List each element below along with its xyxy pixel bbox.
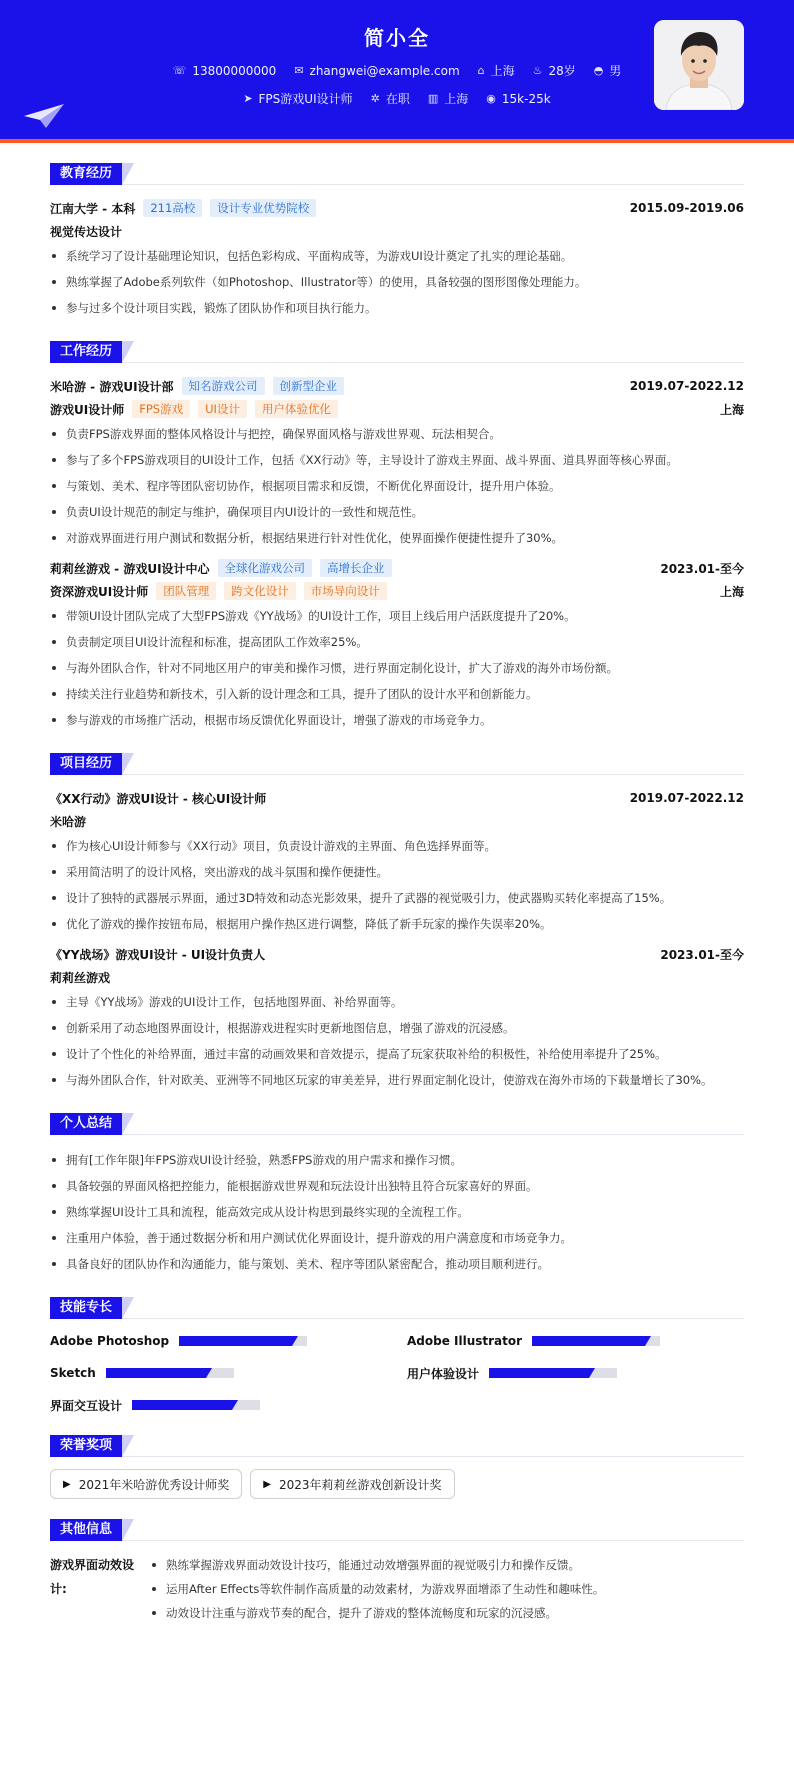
job-bullets <box>50 421 744 551</box>
status-info <box>371 90 410 107</box>
skill-item <box>407 1363 744 1383</box>
gear-icon: ✲ <box>370 92 380 105</box>
company-name: 莉莉丝游戏 - 游戏UI设计中心 <box>50 561 210 576</box>
list-item: 具备良好的团队协作和沟通能力，能与策划、美术、程序等团队紧密配合，推动项目顺利进行。 <box>50 1251 744 1277</box>
home-icon: ⌂ <box>477 64 485 77</box>
salary-info <box>486 90 550 107</box>
email-info <box>294 62 459 79</box>
project-name: 《XX行动》游戏UI设计 - 核心UI设计师 <box>50 791 267 806</box>
role-tag: UI设计 <box>198 400 247 418</box>
summary-bullets <box>50 1147 744 1277</box>
mail-icon: ✉ <box>294 64 304 77</box>
project-period: 2019.07-2022.12 <box>629 791 744 805</box>
play-triangle-icon: ▶ <box>63 1478 71 1490</box>
list-item: 持续关注行业趋势和新技术，引入新的设计理念和工具，提升了团队的设计水平和创新能力。 <box>50 681 744 707</box>
school-tag: 211高校 <box>143 199 202 217</box>
skill-bar <box>532 1336 660 1346</box>
resume-header <box>0 0 794 143</box>
list-item: 负责制定项目UI设计流程和标准，提高团队工作效率25%。 <box>50 629 744 655</box>
job-title-info <box>243 90 352 107</box>
skill-bar <box>489 1368 617 1378</box>
job-city: 上海 <box>719 402 744 417</box>
list-item: 注重用户体验，善于通过数据分析和用户测试优化界面设计，提升游戏的用户满意度和市场竞争力。 <box>50 1225 744 1251</box>
phone-info <box>173 62 277 79</box>
other-info <box>50 1553 744 1625</box>
list-item: 负责UI设计规范的制定与维护，确保项目内UI设计的一致性和规范性。 <box>50 499 744 525</box>
building-icon: ▥ <box>427 92 439 105</box>
role-line <box>50 397 744 421</box>
award-item <box>250 1469 454 1499</box>
list-item: 具备较强的界面风格把控能力，能根据游戏世界观和玩法设计出独特且符合玩家喜好的界面。 <box>50 1173 744 1199</box>
cake-icon: ♨ <box>532 64 543 77</box>
list-item: 与策划、美术、程序等团队密切协作，根据项目需求和反馈，不断优化界面设计，提升用户体验。 <box>50 473 744 499</box>
awards-list <box>50 1469 744 1499</box>
list-item: 创新采用了动态地图界面设计，根据游戏进程实时更新地图信息，增强了游戏的沉浸感。 <box>50 1015 744 1041</box>
list-item: 熟练掌握UI设计工具和流程，能高效完成从设计构思到最终实现的全流程工作。 <box>50 1199 744 1225</box>
send-icon: ➤ <box>243 92 253 105</box>
money-icon: ◉ <box>486 92 496 105</box>
role-line <box>50 579 744 603</box>
skill-bar-fill <box>489 1368 589 1378</box>
list-item: 对游戏界面进行用户测试和数据分析，根据结果进行针对性优化，使界面操作便捷性提升了30%。 <box>50 525 744 551</box>
section-header <box>50 341 744 363</box>
list-item: 设计了个性化的补给界面，通过丰富的动画效果和音效提示，提高了玩家获取补给的积极性，补给使用率提升了25%。 <box>50 1041 744 1067</box>
avatar <box>654 20 744 110</box>
section-title: 个人总结 <box>50 1113 122 1135</box>
email-text: zhangwei@example.com <box>309 63 460 78</box>
skill-item <box>50 1395 387 1415</box>
job-city: 上海 <box>719 584 744 599</box>
role-tag: 用户体验优化 <box>255 400 338 418</box>
gender-text: 男 <box>609 64 622 78</box>
list-item: 优化了游戏的操作按钮布局，根据用户操作热区进行调整，降低了新手玩家的操作失误率20%。 <box>50 911 744 937</box>
job-bullets <box>50 603 744 733</box>
skill-item <box>50 1331 387 1351</box>
section-header <box>50 1113 744 1135</box>
status-text: 在职 <box>385 92 410 106</box>
job-title-text: FPS游戏UI设计师 <box>258 92 353 106</box>
list-item: 动效设计注重与游戏节奏的配合，提升了游戏的整体流畅度和玩家的沉浸感。 <box>150 1601 604 1625</box>
list-item: 参与游戏的市场推广活动，根据市场反馈优化界面设计，增强了游戏的市场竞争力。 <box>50 707 744 733</box>
age-info <box>533 62 576 79</box>
skill-name: Adobe Illustrator <box>407 1334 523 1348</box>
project-company-line <box>50 809 744 833</box>
project-bullets <box>50 989 744 1093</box>
education-period: 2015.09-2019.06 <box>629 201 744 215</box>
project-company: 莉莉丝游戏 <box>50 970 111 985</box>
project-entry-header <box>50 787 744 809</box>
gender-icon: ◓ <box>593 64 604 77</box>
major-line <box>50 219 744 243</box>
role-tag: FPS游戏 <box>132 400 190 418</box>
company-tag: 全球化游戏公司 <box>218 559 313 577</box>
other-section <box>50 1519 744 1625</box>
skill-bar <box>179 1336 307 1346</box>
section-title: 项目经历 <box>50 753 122 775</box>
job-period: 2019.07-2022.12 <box>629 379 744 393</box>
project-company-line <box>50 965 744 989</box>
skill-name: 界面交互设计 <box>50 1398 123 1413</box>
section-title: 技能专长 <box>50 1297 122 1319</box>
other-bullets <box>150 1553 604 1625</box>
project-bullets <box>50 833 744 937</box>
company-tag: 知名游戏公司 <box>182 377 265 395</box>
phone-icon: ☏ <box>172 64 187 77</box>
job-entry-header <box>50 375 744 397</box>
location-text: 上海 <box>490 64 515 78</box>
project-company: 米哈游 <box>50 814 87 829</box>
skill-bar-fill <box>179 1336 292 1346</box>
location-info <box>478 62 515 79</box>
section-header <box>50 1519 744 1541</box>
role-tag: 市场导向设计 <box>304 582 387 600</box>
skills-grid <box>50 1331 744 1415</box>
list-item: 熟练掌握游戏界面动效设计技巧，能通过动效增强界面的视觉吸引力和操作反馈。 <box>150 1553 604 1577</box>
role-tag: 跨文化设计 <box>224 582 296 600</box>
gender-info <box>594 62 622 79</box>
company-tag: 高增长企业 <box>320 559 392 577</box>
section-title: 其他信息 <box>50 1519 122 1541</box>
award-name: 2021年米哈游优秀设计师奖 <box>78 1477 230 1492</box>
company-name: 米哈游 - 游戏UI设计部 <box>50 379 174 394</box>
skill-name: 用户体验设计 <box>407 1366 480 1381</box>
play-triangle-icon: ▶ <box>263 1478 271 1490</box>
list-item: 带领UI设计团队完成了大型FPS游戏《YY战场》的UI设计工作，项目上线后用户活跃度提升了20%。 <box>50 603 744 629</box>
award-item <box>50 1469 242 1499</box>
skill-bar-fill <box>106 1368 206 1378</box>
project-entry-header <box>50 943 744 965</box>
work-city-text: 上海 <box>444 92 469 106</box>
role-name: 游戏UI设计师 <box>50 402 125 417</box>
skill-item <box>50 1363 387 1383</box>
salary-text: 15k-25k <box>501 91 551 106</box>
avatar-portrait <box>654 20 744 110</box>
job-period: 2023.01-至今 <box>660 561 744 576</box>
list-item: 拥有[工作年限]年FPS游戏UI设计经验，熟悉FPS游戏的用户需求和操作习惯。 <box>50 1147 744 1173</box>
project-name: 《YY战场》游戏UI设计 - UI设计负责人 <box>50 947 266 962</box>
education-bullets <box>50 243 744 321</box>
list-item: 作为核心UI设计师参与《XX行动》项目，负责设计游戏的主界面、角色选择界面等。 <box>50 833 744 859</box>
school-tag: 设计专业优势院校 <box>210 199 316 217</box>
skill-bar-fill <box>132 1400 232 1410</box>
skill-bar <box>106 1368 234 1378</box>
section-header <box>50 1297 744 1319</box>
major-name: 视觉传达设计 <box>50 224 123 239</box>
award-name: 2023年莉莉丝游戏创新设计奖 <box>278 1477 442 1492</box>
list-item: 采用简洁明了的设计风格，突出游戏的战斗氛围和操作便捷性。 <box>50 859 744 885</box>
skill-bar-fill <box>532 1336 645 1346</box>
work-section <box>50 341 744 733</box>
company-tag: 创新型企业 <box>273 377 345 395</box>
candidate-name: 简小全 <box>364 26 430 50</box>
skill-name: Sketch <box>50 1366 96 1380</box>
section-title: 教育经历 <box>50 163 122 185</box>
list-item: 系统学习了设计基础理论知识，包括色彩构成、平面构成等，为游戏UI设计奠定了扎实的理论基础。 <box>50 243 744 269</box>
section-header <box>50 1435 744 1457</box>
project-period: 2023.01-至今 <box>660 947 744 962</box>
skill-bar <box>132 1400 260 1410</box>
list-item: 与海外团队合作，针对欧美、亚洲等不同地区玩家的审美差异，进行界面定制化设计，使游戏在海外市场的下载量增长了30%。 <box>50 1067 744 1093</box>
list-item: 负责FPS游戏界面的整体风格设计与把控，确保界面风格与游戏世界观、玩法相契合。 <box>50 421 744 447</box>
skill-name: Adobe Photoshop <box>50 1334 170 1348</box>
school-name: 江南大学 - 本科 <box>50 201 136 216</box>
section-header <box>50 753 744 775</box>
education-entry-header <box>50 197 744 219</box>
age-text: 28岁 <box>548 64 576 78</box>
role-tag: 团队管理 <box>156 582 216 600</box>
section-title: 荣誉奖项 <box>50 1435 122 1457</box>
list-item: 参与了多个FPS游戏项目的UI设计工作，包括《XX行动》等，主导设计了游戏主界面、战斗界面、道具界面等核心界面。 <box>50 447 744 473</box>
honors-section <box>50 1435 744 1499</box>
other-label: 游戏界面动效设计: <box>50 1558 135 1596</box>
list-item: 参与过多个设计项目实践，锻炼了团队协作和项目执行能力。 <box>50 295 744 321</box>
work-city-info <box>428 90 468 107</box>
list-item: 运用After Effects等软件制作高质量的动效素材，为游戏界面增添了生动性和趣味性。 <box>150 1577 604 1601</box>
role-name: 资深游戏UI设计师 <box>50 584 149 599</box>
section-header <box>50 163 744 185</box>
skill-item <box>407 1331 744 1351</box>
education-section <box>50 163 744 321</box>
job-entry-header <box>50 557 744 579</box>
skills-section <box>50 1297 744 1415</box>
summary-section <box>50 1113 744 1277</box>
projects-section <box>50 753 744 1093</box>
list-item: 与海外团队合作，针对不同地区用户的审美和操作习惯，进行界面定制化设计，扩大了游戏的海外市场份额。 <box>50 655 744 681</box>
list-item: 熟练掌握了Adobe系列软件（如Photoshop、Illustrator等）的使用，具备较强的图形图像处理能力。 <box>50 269 744 295</box>
list-item: 设计了独特的武器展示界面，通过3D特效和动态光影效果，提升了武器的视觉吸引力，使武器购买转化率提高了15%。 <box>50 885 744 911</box>
list-item: 主导《YY战场》游戏的UI设计工作，包括地图界面、补给界面等。 <box>50 989 744 1015</box>
phone-text: 13800000000 <box>192 63 277 78</box>
section-title: 工作经历 <box>50 341 122 363</box>
